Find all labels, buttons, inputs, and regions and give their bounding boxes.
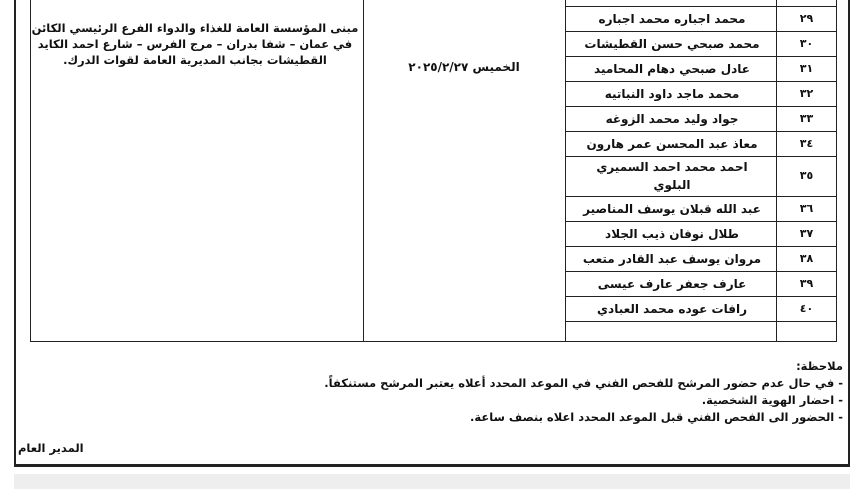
- candidate-number: ٣٨: [799, 251, 814, 265]
- note-item: - في حال عدم حضور المرشح للفحص الفني في الموعد المحدد أعلاه يعتبر المرشح مستنكفاً.: [324, 376, 843, 390]
- candidate-number: ٣٤: [799, 136, 814, 150]
- candidate-name: رافات عوده محمد العبادي: [597, 301, 747, 316]
- candidate-name: محمد صبحي حسن القطيشات: [584, 36, 760, 51]
- row-divider: [565, 321, 837, 322]
- notes-section: [324, 358, 843, 426]
- table-border-bottom: [30, 341, 837, 342]
- table-border-right: [836, 0, 837, 341]
- director-signature: المدير العام: [18, 441, 84, 455]
- candidate-number: ٣٧: [799, 226, 814, 240]
- note-item: - الحضور الى الفحص الفني قبل الموعد المحدد اعلاه بنصف ساعة.: [470, 410, 843, 424]
- table-divider-name: [565, 0, 566, 341]
- candidate-number: ٤٠: [799, 301, 814, 315]
- candidate-name: عارف جعفر عارف عيسى: [597, 276, 747, 291]
- bottom-strip: [14, 474, 850, 489]
- candidate-name: مروان يوسف عبد القادر متعب: [582, 251, 762, 266]
- candidate-number: ٣٣: [799, 111, 814, 125]
- candidate-number: ٣٥: [799, 169, 814, 182]
- candidate-number: ٢٩: [799, 11, 814, 25]
- candidate-name: جواد وليد محمد الزوغه: [605, 111, 739, 126]
- candidate-name: طلال نوفان ذيب الجلاد: [605, 226, 739, 241]
- candidate-number: ٣٩: [799, 276, 814, 290]
- note-item: - احضار الهوية الشخصية.: [701, 393, 843, 407]
- candidate-name: عبد الله قبلان يوسف المناصير: [583, 201, 761, 216]
- candidate-name: معاذ عبد المحسن عمر هارون: [586, 136, 758, 151]
- candidate-number: ٣٠: [799, 36, 814, 50]
- candidate-name: محمد ماجد داود النباتيه: [604, 86, 740, 101]
- candidate-number: ٣٢: [799, 86, 814, 100]
- table-divider-date: [363, 0, 364, 341]
- exam-date: الخميس ٢٠٢٥/٢/٢٧: [408, 60, 520, 74]
- candidate-name: احمد محمد احمد السميري البلوي: [596, 160, 748, 192]
- candidate-number: ٣١: [799, 61, 814, 75]
- candidate-number: ٣٦: [799, 201, 814, 215]
- notes-title: ملاحظة:: [796, 359, 843, 373]
- candidate-name: عادل صبحي دهام المحاميد: [594, 61, 750, 76]
- exam-location: مبنى المؤسسة العامة للغذاء والدواء الفرع الرئيسي الكائن في عمان – شفا بدران – مرج الفرس – شارع احمد الكايد القطيشات بجانب المديرية العامة لقوات الدرك.: [31, 21, 359, 67]
- candidate-name: محمد اجباره محمد اجباره: [598, 11, 746, 26]
